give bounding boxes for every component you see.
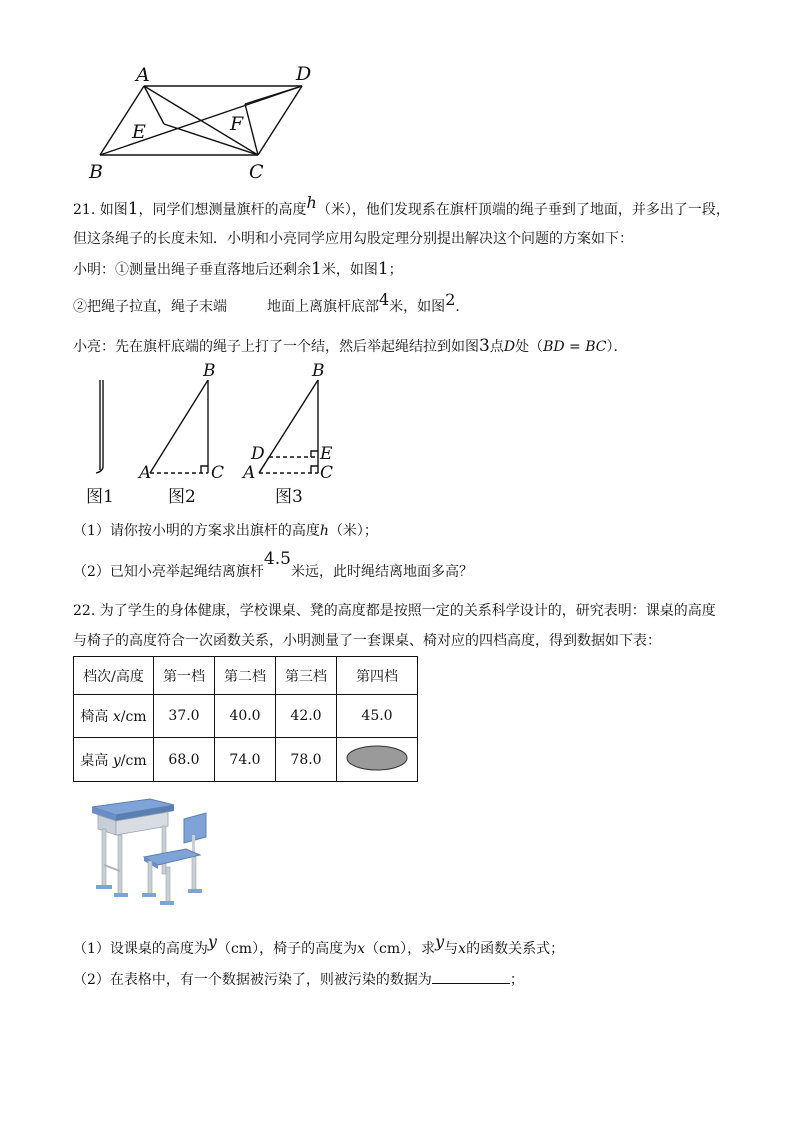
table-header-cell: 第一档: [154, 657, 215, 695]
point-a-label: A: [136, 64, 150, 86]
q21-sub2: （2）已知小亮举起绳结离旗杆4.5米远，此时绳结离地面多高？: [73, 549, 473, 580]
table-cell: 68.0: [154, 738, 215, 782]
table-row-label: 桌高 y/cm: [74, 738, 154, 782]
table-cell: 74.0: [215, 738, 276, 782]
q22-sub2: （2）在表格中，有一个数据被污染了，则被污染的数据为 ；: [73, 969, 524, 990]
fig2-caption: 图2: [168, 487, 196, 507]
fig3-caption: 图3: [275, 487, 303, 507]
table-cell: 45.0: [337, 695, 418, 738]
fig3-point-b: B: [312, 361, 325, 381]
fig3-point-c: C: [320, 463, 334, 483]
fig2-point-c: C: [211, 463, 225, 483]
point-d-label: D: [296, 63, 312, 85]
point-b-label: B: [89, 161, 103, 183]
fig3-point-e: E: [320, 444, 333, 464]
q21-line1: 21. 如图1，同学们想测量旗杆的高度h（米），他们发现系在旗杆顶端的绳子垂到了地面，并多出了一段，: [73, 193, 730, 219]
table-row-label: 椅高 x/cm: [74, 695, 154, 738]
fig2-point-a: A: [139, 463, 152, 483]
q21-sub1: （1）请你按小明的方案求出旗杆的高度h（米）；: [73, 523, 378, 539]
point-f-label: F: [230, 113, 244, 135]
point-e-label: E: [132, 121, 146, 143]
q21-xiaoming-step2: ②把绳子拉直，绳子末端 地面上离旗杆底部4米，如图2．: [73, 290, 470, 315]
smudged-cell: [337, 738, 418, 782]
answer-blank[interactable]: [432, 969, 510, 984]
table-row: [74, 738, 418, 782]
desk-chair-image: [88, 795, 218, 910]
table-header-cell: 第二档: [215, 657, 276, 695]
table-cell: 40.0: [215, 695, 276, 738]
q21-xiaoliang: 小亮：先在旗杆底端的绳子上打了一个结，然后举起绳结拉到如图3点D处（BD = BC）．: [73, 336, 628, 356]
q22-line2: 与椅子的高度符合一次函数关系，小明测量了一套课桌、椅对应的四档高度，得到数据如下表：: [73, 633, 661, 649]
table-cell: 37.0: [154, 695, 215, 738]
table-cell: 42.0: [276, 695, 337, 738]
fig1-caption: 图1: [86, 487, 114, 507]
table-cell: 78.0: [276, 738, 337, 782]
height-data-table: [73, 656, 418, 782]
fig3-point-a: A: [243, 463, 256, 483]
q21-line2: 但这条绳子的长度未知．小明和小亮同学应用勾股定理分别提出解决这个问题的方案如下：: [73, 231, 633, 247]
ink-smudge-icon: [345, 743, 409, 773]
table-header-cell: 档次/高度: [74, 657, 154, 695]
q21-xiaoming-step1: 小明：①测量出绳子垂直落地后还剩余1米，如图1；: [73, 259, 403, 279]
point-c-label: C: [249, 161, 264, 183]
table-header-cell: 第四档: [337, 657, 418, 695]
q22-line1: 22. 为了学生的身体健康，学校课桌、凳的高度都是按照一定的关系科学设计的，研究表明：课桌的高度: [73, 603, 716, 619]
fig2-point-b: B: [203, 361, 216, 381]
table-header-row: [74, 657, 418, 695]
fig3-point-d: D: [251, 444, 265, 464]
table-row: [74, 695, 418, 738]
table-header-cell: 第三档: [276, 657, 337, 695]
q22-sub1: （1）设课桌的高度为y（cm），椅子的高度为x（cm），求y与x的函数关系式；: [73, 932, 565, 957]
